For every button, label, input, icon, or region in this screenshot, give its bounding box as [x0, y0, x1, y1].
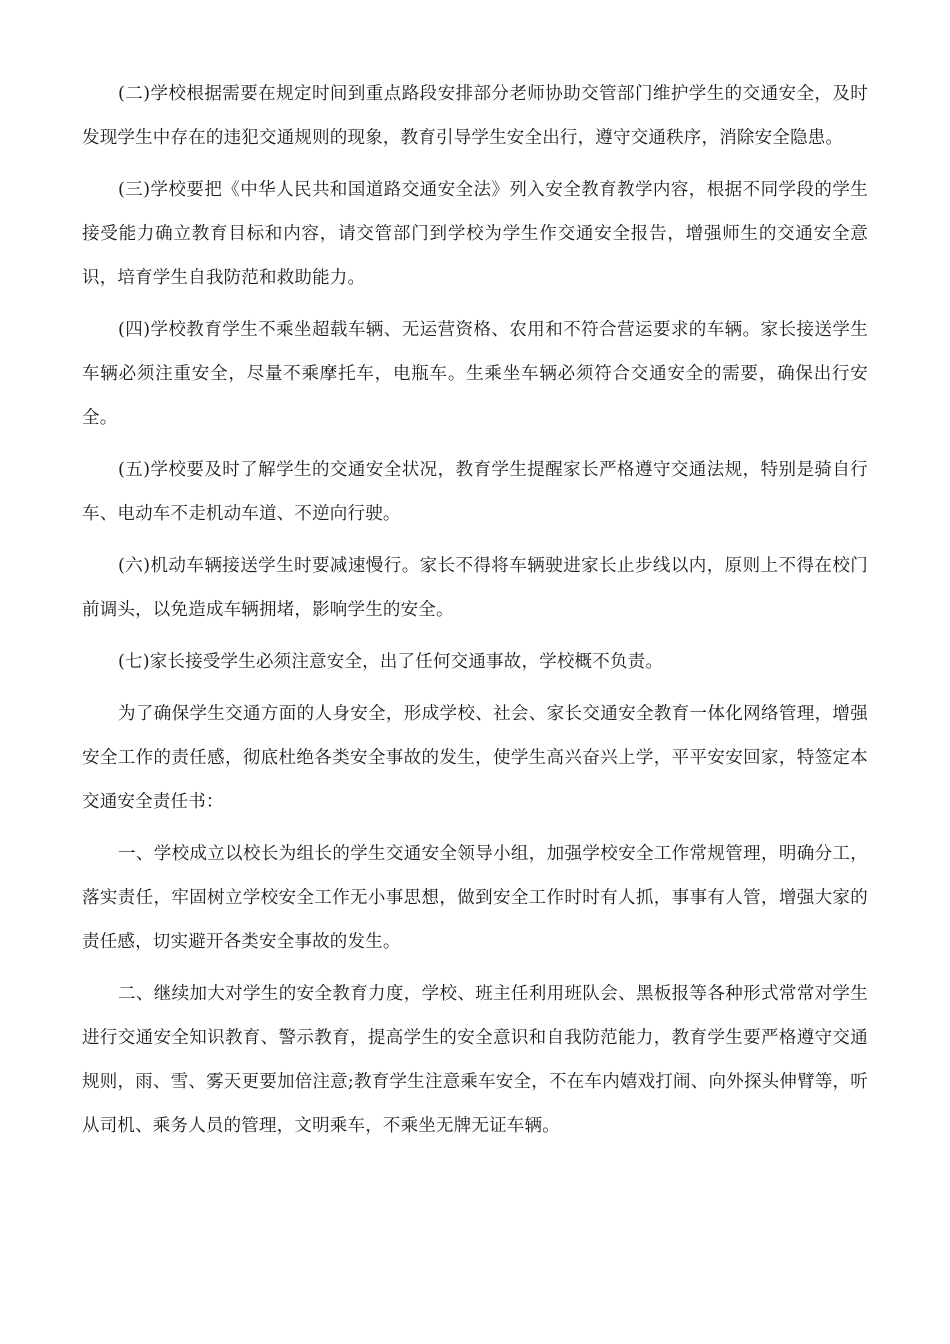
paragraph-clause-1-leadership-group: 一、学校成立以校长为组长的学生交通安全领导小组，加强学校安全工作常规管理，明确分工，落实责任，牢固树立学校安全工作无小事思想，做到安全工作时时有人抓，事事有人管，增强大家的责任感，切实避开各类安全事故的发生。	[82, 844, 868, 952]
paragraph-4-vehicle-safety: (四)学校教育学生不乘坐超载车辆、无运营资格、农用和不符合营运要求的车辆。家长接送学生车辆必须注重安全，尽量不乘摩托车，电瓶车。生乘坐车辆必须符合交通安全的需要，确保出行安全。	[82, 320, 868, 428]
paragraph-3-traffic-law-education: (三)学校要把《中华人民共和国道路交通安全法》列入安全教育教学内容，根据不同学段的学生接受能力确立教育目标和内容，请交管部门到学校为学生作交通安全报告，增强师生的交通安全意识，培育学生自我防范和救助能力。	[82, 180, 868, 288]
paragraph-7-parent-responsibility: (七)家长接受学生必须注意安全，出了任何交通事故，学校概不负责。	[118, 652, 664, 672]
paragraph-agreement-intro: 为了确保学生交通方面的人身安全，形成学校、社会、家长交通安全教育一体化网络管理，增强安全工作的责任感，彻底杜绝各类安全事故的发生，使学生高兴奋兴上学，平平安安回家，特签定本交通安全责任书：	[82, 704, 868, 812]
document-body	[82, 72, 868, 1156]
paragraph-6-vehicle-pickup: (六)机动车辆接送学生时要减速慢行。家长不得将车辆驶进家长止步线以内，原则上不得在校门前调头，以免造成车辆拥堵，影响学生的安全。	[82, 556, 868, 620]
paragraph-clause-2-safety-education: 二、继续加大对学生的安全教育力度，学校、班主任利用班队会、黑板报等各种形式常常对学生进行交通安全知识教育、警示教育，提高学生的安全意识和自我防范能力，教育学生要严格遵守交通规则，雨、雪、雾天更要加倍注意;教育学生注意乘车安全，不在车内嬉戏打闹、向外探头伸臂等，听从司机、乘务人员的管理，文明乘车，不乘坐无牌无证车辆。	[82, 984, 868, 1136]
paragraph-5-traffic-status: (五)学校要及时了解学生的交通安全状况，教育学生提醒家长严格遵守交通法规，特别是骑自行车、电动车不走机动车道、不逆向行驶。	[82, 460, 868, 524]
paragraph-2-route-supervision: (二)学校根据需要在规定时间到重点路段安排部分老师协助交管部门维护学生的交通安全，及时发现学生中存在的违犯交通规则的现象，教育引导学生安全出行，遵守交通秩序，消除安全隐患。	[82, 84, 868, 148]
